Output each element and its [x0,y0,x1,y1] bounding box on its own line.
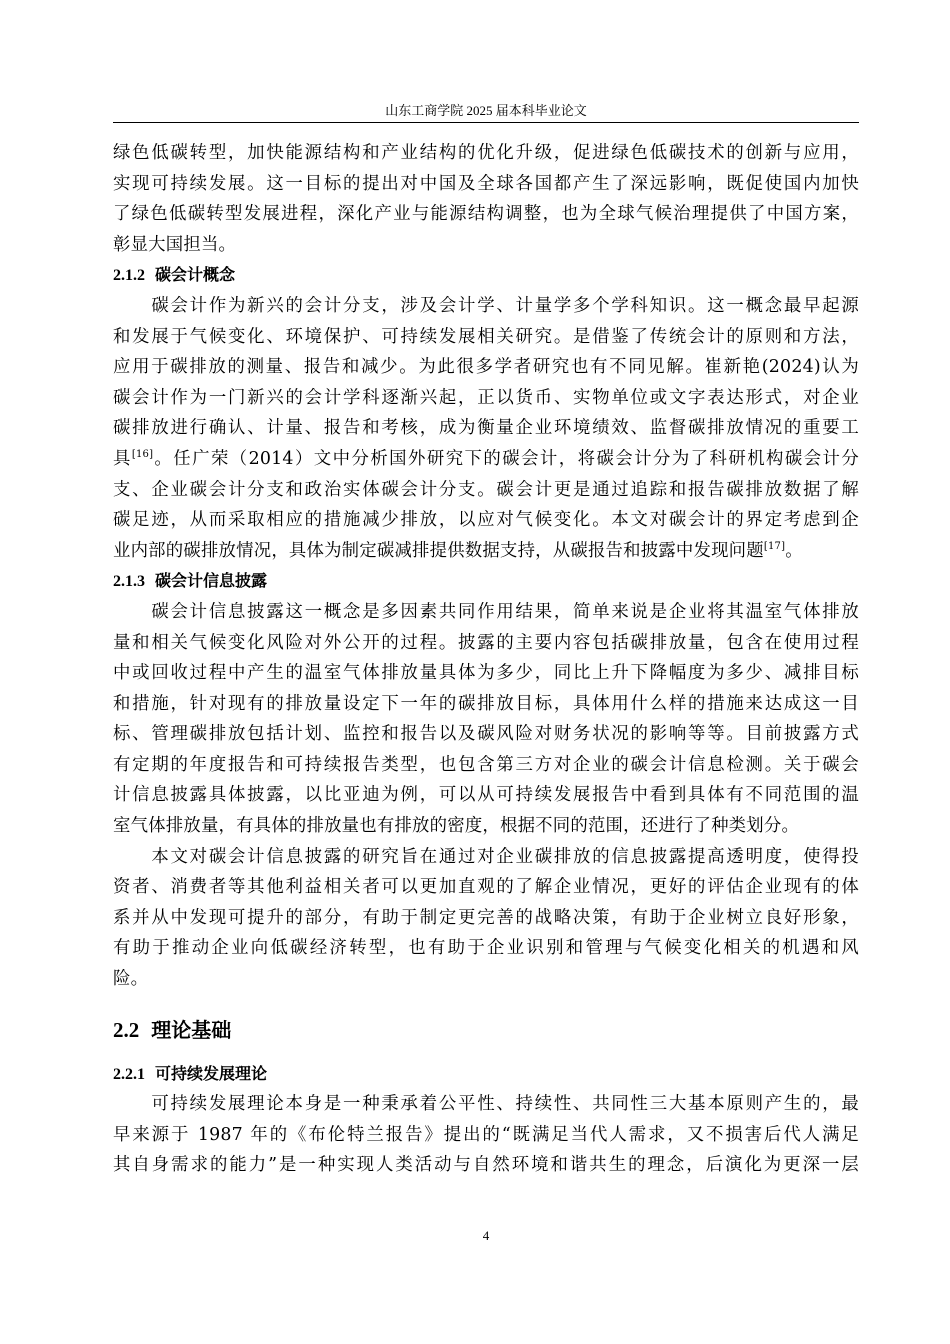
section-heading-2-1-3 [113,566,859,597]
section-number: 2.1.3 [113,573,145,591]
text-line: 业内部的碳排放情况，具体为制定碳减排提供数据支持，从碳报告和披露中发现问题[17]。 [113,540,803,561]
section-number: 2.2 [113,1017,140,1042]
section-number: 2.1.2 [113,267,145,285]
text-line: 量和相关气候变化风险对外公开的过程。披露的主要内容包括碳排放量，包含在使用过程 [113,632,859,653]
page-number: 4 [482,1228,490,1243]
section-title: 可持续发展理论 [155,1063,268,1083]
section-title: 碳会计信息披露 [155,571,268,591]
paragraph-intro [113,138,859,260]
text-line: 计信息披露具体披露，以比亚迪为例，可以从可持续发展报告中看到具体有不同范围的温 [113,785,859,806]
paragraph-carbon-disclosure [113,597,859,842]
paragraph-sustainability-theory [113,1089,859,1181]
section-heading-2-2-1 [113,1059,859,1090]
text-line: 了绿色低碳转型发展进程，深化产业与能源结构调整，也为全球气候治理提供了中国方案， [113,204,859,225]
text-line: 碳会计作为一门新兴的会计学科逐渐兴起，正以货币、实物单位或文字表达形式，对企业 [113,387,859,408]
text-line: 碳排放进行确认、计量、报告和考核，成为衡量企业环境绩效、监督碳排放情况的重要工 [113,418,859,439]
text-line: 本文对碳会计信息披露的研究旨在通过对企业碳排放的信息披露提高透明度，使得投 [151,846,859,867]
text-line: 有助于推动企业向低碳经济转型，也有助于企业识别和管理与气候变化相关的机遇和风 [113,938,859,959]
text-line: 实现可持续发展。这一目标的提出对中国及全球各国都产生了深远影响，既促使国内加快 [113,173,859,194]
text-line: 支、企业碳会计分支和政治实体碳会计分支。碳会计更是通过追踪和报告碳排放数据了解 [113,479,859,500]
text-line: 绿色低碳转型，加快能源结构和产业结构的优化升级，促进绿色低碳技术的创新与应用， [113,143,859,163]
text-line: 有定期的年度报告和可持续报告类型，也包含第三方对企业的碳会计信息检测。关于碳会 [113,754,859,775]
text-line: 室气体排放量，有具体的排放量也有排放的密度，根据不同的范围，还进行了种类划分。 [113,816,800,837]
citation-16[interactable]: [16] [131,449,154,461]
text-line: 资者、消费者等其他利益相关者可以更加直观的了解企业情况，更好的评估企业现有的体 [113,877,859,898]
page-header: 山东工商学院 2025 届本科毕业论文 [385,103,587,118]
paragraph-disclosure-purpose [113,842,859,995]
text-line: 和发展于气候变化、环境保护、可持续发展相关研究。是借鉴了传统会计的原则和方法， [113,326,859,347]
section-title: 理论基础 [151,1017,232,1042]
citation-17[interactable]: [17] [763,540,786,552]
page-content [113,138,859,1181]
section-title: 碳会计概念 [155,265,236,285]
text-line: 可持续发展理论本身是一种秉承着公平性、持续性、共同性三大基本原则产生的，最 [151,1094,859,1115]
text-line: 早来源于 1987 年的《布伦特兰报告》提出的“既满足当代人需求，又不损害后代人满足 [113,1124,859,1145]
text-line: 险。 [113,969,149,990]
section-number: 2.2.1 [113,1065,145,1083]
text-line: 碳会计信息披露这一概念是多因素共同作用结果，简单来说是企业将其温室气体排放 [151,601,859,622]
header-rule [113,122,859,123]
text-line: 应用于碳排放的测量、报告和减少。为此很多学者研究也有不同见解。崔新艳(2024)认为 [113,357,859,378]
text-line: 具[16]。任广荣（2014）文中分析国外研究下的碳会计，将碳会计分为了科研机构碳会计分 [113,448,859,469]
text-line: 标、管理碳排放包括计划、监控和报告以及碳风险对财务状况的影响等等。目前披露方式 [113,724,859,745]
text-line: 中或回收过程中产生的温室气体排放量具体为多少，同比上升下降幅度为多少、减排目标 [113,663,859,684]
text-line: 其自身需求的能力”是一种实现人类活动与自然环境和谐共生的理念，后演化为更深一层 [113,1155,859,1176]
text-line: 彰显大国担当。 [113,234,237,255]
text-line: 和措施，针对现有的排放量设定下一年的碳排放目标，具体用什么样的措施来达成这一目 [113,693,859,714]
text-line: 系并从中发现可提升的部分，有助于制定更完善的战略决策，有助于企业树立良好形象， [113,907,859,928]
text-line: 碳会计作为新兴的会计分支，涉及会计学、计量学多个学科知识。这一概念最早起源 [151,295,859,316]
text-line: 碳足迹，从而采取相应的措施减少排放，以应对气候变化。本文对碳会计的界定考虑到企 [113,510,859,531]
paragraph-carbon-accounting-concept [113,291,859,566]
section-heading-2-2 [113,1007,859,1053]
section-heading-2-1-2 [113,260,859,291]
